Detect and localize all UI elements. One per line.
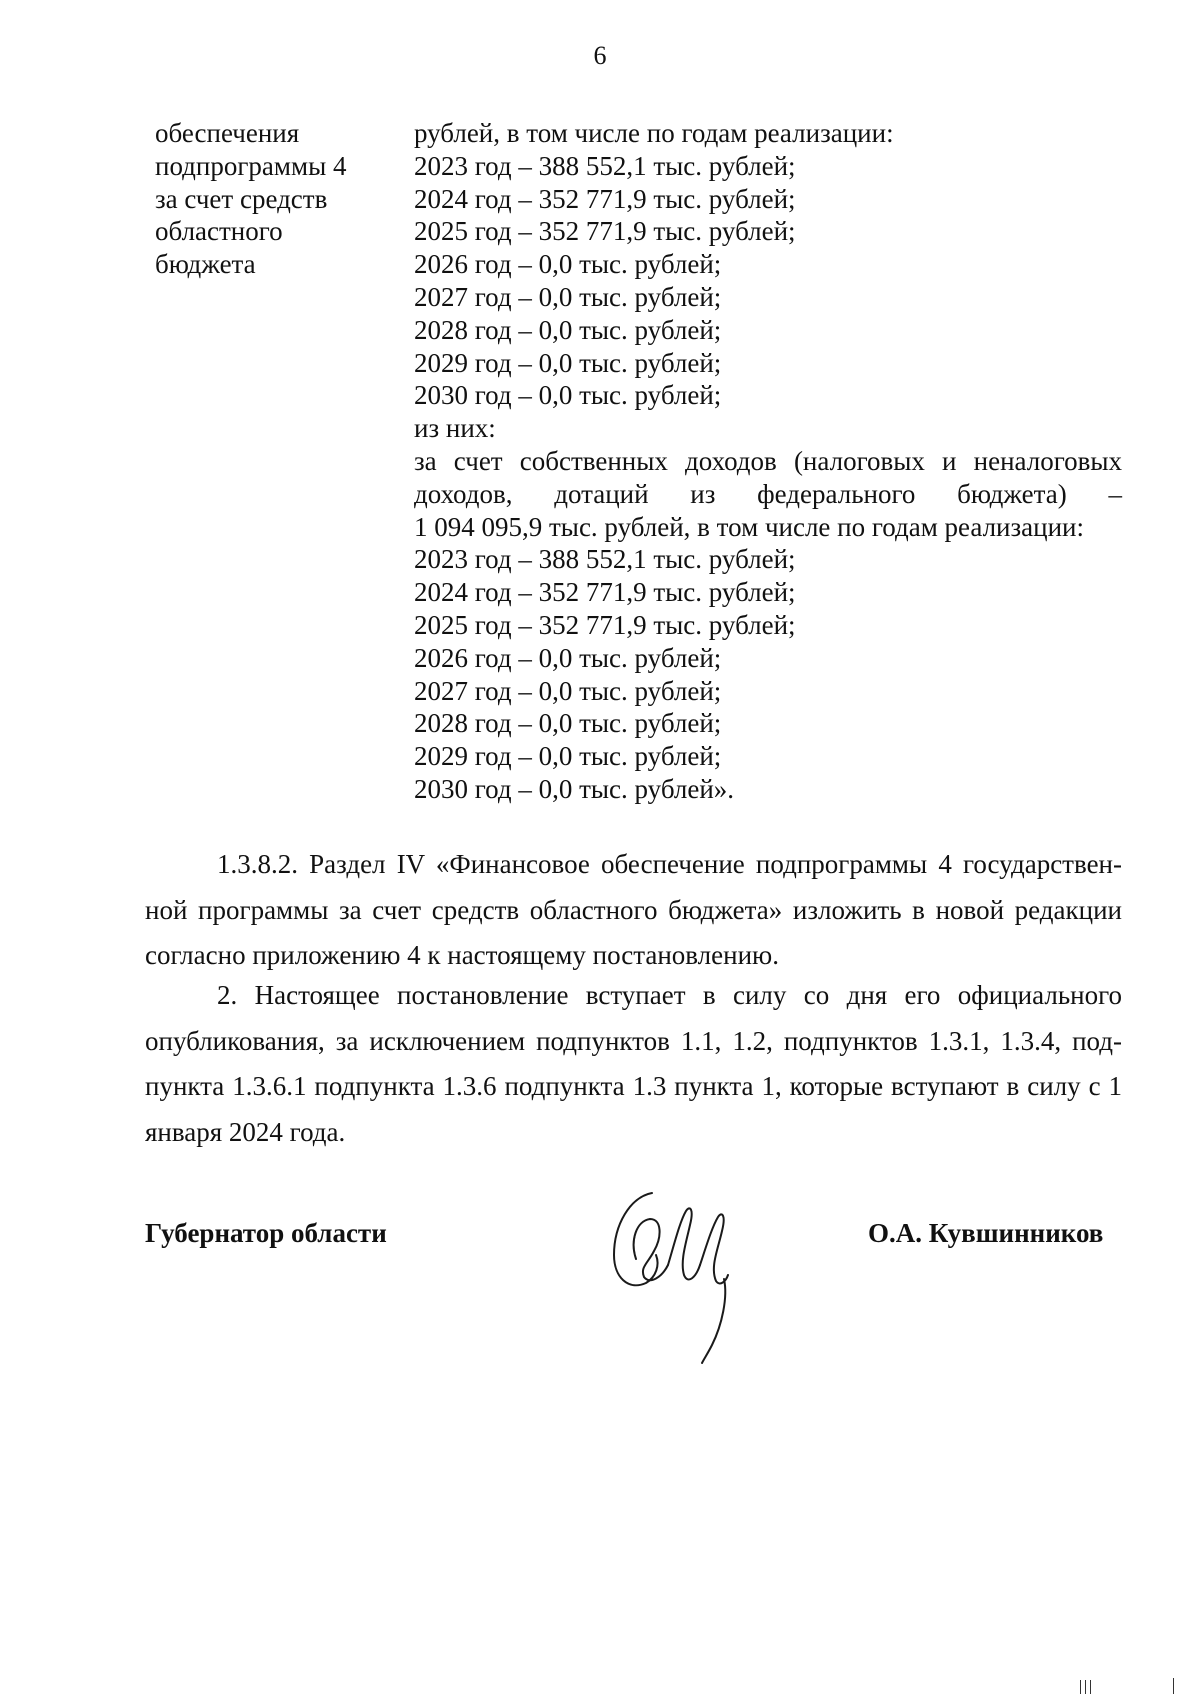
right-column-line: 2028 год – 0,0 тыс. рублей; — [414, 314, 722, 345]
right-column-line: 2023 год – 388 552,1 тыс. рублей; — [414, 544, 796, 575]
left-column-line: областного — [155, 216, 283, 247]
right-column-line: 2023 год – 388 552,1 тыс. рублей; — [414, 150, 796, 181]
right-column-line: 2030 год – 0,0 тыс. рублей». — [414, 773, 735, 804]
scan-artifact — [1173, 1678, 1174, 1694]
left-column-line: за счет средств — [155, 183, 328, 214]
right-column-line: 2024 год – 352 771,9 тыс. рублей; — [414, 577, 796, 608]
right-column-line: 2028 год – 0,0 тыс. рублей; — [414, 708, 722, 739]
page-number: 6 — [593, 41, 607, 70]
signatory-name: О.А. Кувшинников — [868, 1218, 1104, 1248]
right-column-line: 2029 год – 0,0 тыс. рублей; — [414, 347, 722, 378]
left-column-line: бюджета — [155, 249, 256, 280]
right-column-line: 2029 год – 0,0 тыс. рублей; — [414, 741, 722, 772]
paragraph-section-iv: 1.3.8.2. Раздел IV «Финансовое обеспечение подпрограммы 4 государствен-ной программы за счет средств областного бюджета» изложить в новой редакции согласно приложению 4 к настоящему постановлению. — [145, 849, 1122, 970]
left-column-label — [155, 117, 375, 281]
scan-artifact — [1080, 1680, 1081, 1694]
left-column-line: подпрограммы 4 — [155, 150, 347, 181]
scan-artifact — [1085, 1680, 1086, 1694]
signatory-position: Губернатор области — [145, 1218, 387, 1248]
left-column-line: обеспечения — [155, 118, 300, 148]
right-column-line: 2027 год – 0,0 тыс. рублей; — [414, 281, 722, 312]
scan-artifact — [1090, 1680, 1091, 1694]
handwritten-signature — [600, 1185, 745, 1365]
right-column-line: 2024 год – 352 771,9 тыс. рублей; — [414, 183, 796, 214]
right-column-line: 2025 год – 352 771,9 тыс. рублей; — [414, 609, 796, 640]
right-column-line: 2030 год – 0,0 тыс. рублей; — [414, 380, 722, 411]
right-column-line: 1 094 095,9 тыс. рублей, в том числе по годам реализации: — [414, 511, 1085, 542]
right-column-line: 2027 год – 0,0 тыс. рублей; — [414, 675, 722, 706]
right-column-line: из них: — [414, 413, 496, 444]
right-column-line: 2026 год – 0,0 тыс. рублей; — [414, 642, 722, 673]
right-column-line: рублей, в том числе по годам реализации: — [414, 118, 894, 148]
right-column-line: 2025 год – 352 771,9 тыс. рублей; — [414, 216, 796, 247]
right-column-line: доходов, дотаций из федерального бюджета) – — [414, 478, 1122, 509]
paragraph-effective-date: 2. Настоящее постановление вступает в силу со дня его официального опубликования, за исключением подпунктов 1.1, 1.2, подпунктов 1.3.1, 1.3.4, под-пункта 1.3.6.1 подпункта 1.3.6 подпункта 1.3 пункта 1, которые вступают в силу с 1 января 2024 года. — [145, 980, 1122, 1147]
right-column-line: за счет собственных доходов (налоговых и неналоговых — [414, 445, 1122, 476]
right-column-content — [414, 117, 1122, 806]
right-column-line: 2026 год – 0,0 тыс. рублей; — [414, 249, 722, 280]
